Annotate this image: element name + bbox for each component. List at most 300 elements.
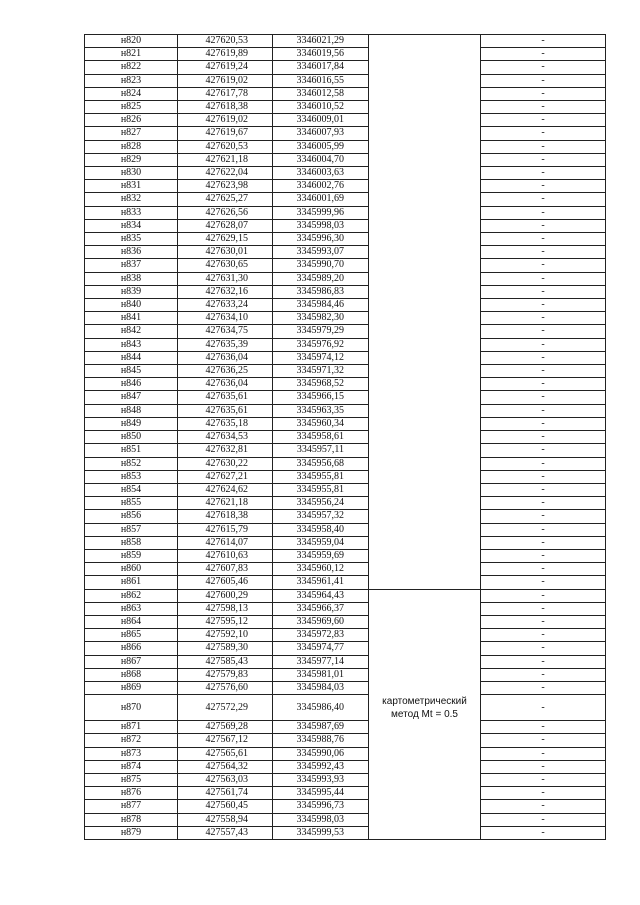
x-coordinate-cell: 427621,18 — [178, 153, 273, 166]
table-row — [85, 734, 606, 747]
x-coordinate-cell: 427619,24 — [178, 61, 273, 74]
point-id-cell: н851 — [85, 444, 178, 457]
description-cell: - — [481, 48, 606, 61]
x-coordinate-cell: 427557,43 — [178, 826, 273, 839]
description-cell: - — [481, 615, 606, 628]
table-row — [85, 681, 606, 694]
y-coordinate-cell: 3345958,40 — [273, 523, 369, 536]
point-id-cell: н879 — [85, 826, 178, 839]
description-cell: - — [481, 351, 606, 364]
y-coordinate-cell: 3345986,83 — [273, 285, 369, 298]
y-coordinate-cell: 3346009,01 — [273, 114, 369, 127]
table-row — [85, 602, 606, 615]
description-cell: - — [481, 87, 606, 100]
point-id-cell: н876 — [85, 787, 178, 800]
description-cell: - — [481, 576, 606, 589]
method-column-cell — [369, 523, 481, 536]
method-note: картометрический метод Mt = 0.5 — [382, 695, 467, 720]
description-cell: - — [481, 312, 606, 325]
method-column-cell — [369, 285, 481, 298]
point-id-cell: н847 — [85, 391, 178, 404]
method-column-cell — [369, 114, 481, 127]
point-id-cell: н844 — [85, 351, 178, 364]
table-row — [85, 299, 606, 312]
method-column-cell — [369, 589, 481, 602]
coordinate-sheet — [84, 34, 605, 840]
point-id-cell: н868 — [85, 668, 178, 681]
description-cell: - — [481, 760, 606, 773]
point-id-cell: н874 — [85, 760, 178, 773]
point-id-cell: н854 — [85, 483, 178, 496]
x-coordinate-cell: 427629,15 — [178, 233, 273, 246]
table-row — [85, 826, 606, 839]
method-column-cell — [369, 615, 481, 628]
point-id-cell: н842 — [85, 325, 178, 338]
description-cell: - — [481, 246, 606, 259]
method-column-cell — [369, 259, 481, 272]
y-coordinate-cell: 3345995,44 — [273, 787, 369, 800]
table-row — [85, 510, 606, 523]
method-note-cell — [369, 695, 481, 721]
y-coordinate-cell: 3345990,06 — [273, 747, 369, 760]
y-coordinate-cell: 3346002,76 — [273, 180, 369, 193]
point-id-cell: н831 — [85, 180, 178, 193]
point-id-cell: н824 — [85, 87, 178, 100]
table-row — [85, 365, 606, 378]
table-row — [85, 140, 606, 153]
y-coordinate-cell: 3345956,68 — [273, 457, 369, 470]
table-row — [85, 747, 606, 760]
method-column-cell — [369, 338, 481, 351]
table-row — [85, 695, 606, 721]
point-id-cell: н871 — [85, 721, 178, 734]
method-column-cell — [369, 193, 481, 206]
x-coordinate-cell: 427567,12 — [178, 734, 273, 747]
x-coordinate-cell: 427619,02 — [178, 74, 273, 87]
table-row — [85, 721, 606, 734]
description-cell: - — [481, 35, 606, 48]
point-id-cell: н821 — [85, 48, 178, 61]
y-coordinate-cell: 3345955,81 — [273, 470, 369, 483]
table-row — [85, 629, 606, 642]
y-coordinate-cell: 3346012,58 — [273, 87, 369, 100]
description-cell: - — [481, 417, 606, 430]
x-coordinate-cell: 427622,04 — [178, 167, 273, 180]
y-coordinate-cell: 3345963,35 — [273, 404, 369, 417]
y-coordinate-cell: 3346004,70 — [273, 153, 369, 166]
point-id-cell: н857 — [85, 523, 178, 536]
x-coordinate-cell: 427576,60 — [178, 681, 273, 694]
point-id-cell: н866 — [85, 642, 178, 655]
x-coordinate-cell: 427636,25 — [178, 365, 273, 378]
x-coordinate-cell: 427635,39 — [178, 338, 273, 351]
x-coordinate-cell: 427634,75 — [178, 325, 273, 338]
method-column-cell — [369, 233, 481, 246]
y-coordinate-cell: 3345998,03 — [273, 813, 369, 826]
method-column-cell — [369, 101, 481, 114]
y-coordinate-cell: 3345999,96 — [273, 206, 369, 219]
description-cell: - — [481, 233, 606, 246]
x-coordinate-cell: 427625,27 — [178, 193, 273, 206]
method-column-cell — [369, 167, 481, 180]
method-column-cell — [369, 655, 481, 668]
table-row — [85, 351, 606, 364]
x-coordinate-cell: 427589,30 — [178, 642, 273, 655]
y-coordinate-cell: 3345969,60 — [273, 615, 369, 628]
x-coordinate-cell: 427619,02 — [178, 114, 273, 127]
point-id-cell: н838 — [85, 272, 178, 285]
table-row — [85, 48, 606, 61]
description-cell: - — [481, 338, 606, 351]
x-coordinate-cell: 427598,13 — [178, 602, 273, 615]
method-column-cell — [369, 681, 481, 694]
method-column-cell — [369, 444, 481, 457]
x-coordinate-cell: 427563,03 — [178, 773, 273, 786]
description-cell: - — [481, 642, 606, 655]
y-coordinate-cell: 3345959,04 — [273, 536, 369, 549]
point-id-cell: н875 — [85, 773, 178, 786]
x-coordinate-cell: 427592,10 — [178, 629, 273, 642]
point-id-cell: н864 — [85, 615, 178, 628]
method-column-cell — [369, 747, 481, 760]
description-cell: - — [481, 629, 606, 642]
y-coordinate-cell: 3345987,69 — [273, 721, 369, 734]
y-coordinate-cell: 3345984,03 — [273, 681, 369, 694]
method-column-cell — [369, 246, 481, 259]
method-column-cell — [369, 48, 481, 61]
point-id-cell: н858 — [85, 536, 178, 549]
y-coordinate-cell: 3345976,92 — [273, 338, 369, 351]
method-column-cell — [369, 813, 481, 826]
description-cell: - — [481, 404, 606, 417]
point-id-cell: н846 — [85, 378, 178, 391]
table-row — [85, 338, 606, 351]
point-id-cell: н830 — [85, 167, 178, 180]
x-coordinate-cell: 427632,81 — [178, 444, 273, 457]
table-row — [85, 655, 606, 668]
description-cell: - — [481, 127, 606, 140]
description-cell: - — [481, 285, 606, 298]
table-row — [85, 325, 606, 338]
x-coordinate-cell: 427626,56 — [178, 206, 273, 219]
point-id-cell: н836 — [85, 246, 178, 259]
x-coordinate-cell: 427607,83 — [178, 563, 273, 576]
table-row — [85, 483, 606, 496]
y-coordinate-cell: 3345993,07 — [273, 246, 369, 259]
x-coordinate-cell: 427614,07 — [178, 536, 273, 549]
point-id-cell: н823 — [85, 74, 178, 87]
x-coordinate-cell: 427610,63 — [178, 549, 273, 562]
table-row — [85, 760, 606, 773]
description-cell: - — [481, 589, 606, 602]
description-cell: - — [481, 602, 606, 615]
point-id-cell: н852 — [85, 457, 178, 470]
method-column-cell — [369, 431, 481, 444]
method-column-cell — [369, 760, 481, 773]
x-coordinate-cell: 427630,01 — [178, 246, 273, 259]
point-id-cell: н848 — [85, 404, 178, 417]
x-coordinate-cell: 427619,67 — [178, 127, 273, 140]
table-row — [85, 787, 606, 800]
y-coordinate-cell: 3345990,70 — [273, 259, 369, 272]
point-id-cell: н856 — [85, 510, 178, 523]
point-id-cell: н837 — [85, 259, 178, 272]
method-column-cell — [369, 721, 481, 734]
method-column-cell — [369, 325, 481, 338]
x-coordinate-cell: 427627,21 — [178, 470, 273, 483]
description-cell: - — [481, 378, 606, 391]
description-cell: - — [481, 695, 606, 721]
point-id-cell: н827 — [85, 127, 178, 140]
x-coordinate-cell: 427636,04 — [178, 378, 273, 391]
description-cell: - — [481, 140, 606, 153]
point-id-cell: н825 — [85, 101, 178, 114]
method-column-cell — [369, 404, 481, 417]
y-coordinate-cell: 3345957,11 — [273, 444, 369, 457]
table-row — [85, 219, 606, 232]
y-coordinate-cell: 3345989,20 — [273, 272, 369, 285]
point-id-cell: н840 — [85, 299, 178, 312]
method-column-cell — [369, 378, 481, 391]
table-row — [85, 417, 606, 430]
point-id-cell: н853 — [85, 470, 178, 483]
method-column-cell — [369, 206, 481, 219]
method-column-cell — [369, 800, 481, 813]
y-coordinate-cell: 3345974,77 — [273, 642, 369, 655]
table-row — [85, 813, 606, 826]
x-coordinate-cell: 427564,32 — [178, 760, 273, 773]
method-column-cell — [369, 563, 481, 576]
method-column-cell — [369, 87, 481, 100]
point-id-cell: н843 — [85, 338, 178, 351]
description-cell: - — [481, 721, 606, 734]
point-id-cell: н872 — [85, 734, 178, 747]
point-id-cell: н829 — [85, 153, 178, 166]
point-id-cell: н863 — [85, 602, 178, 615]
y-coordinate-cell: 3345966,15 — [273, 391, 369, 404]
x-coordinate-cell: 427595,12 — [178, 615, 273, 628]
method-column-cell — [369, 734, 481, 747]
method-column-cell — [369, 549, 481, 562]
point-id-cell: н820 — [85, 35, 178, 48]
table-row — [85, 246, 606, 259]
point-id-cell: н878 — [85, 813, 178, 826]
x-coordinate-cell: 427572,29 — [178, 695, 273, 721]
y-coordinate-cell: 3345998,03 — [273, 219, 369, 232]
x-coordinate-cell: 427605,46 — [178, 576, 273, 589]
table-row — [85, 114, 606, 127]
point-id-cell: н828 — [85, 140, 178, 153]
x-coordinate-cell: 427565,61 — [178, 747, 273, 760]
method-column-cell — [369, 365, 481, 378]
method-column-cell — [369, 180, 481, 193]
x-coordinate-cell: 427579,83 — [178, 668, 273, 681]
y-coordinate-cell: 3345972,83 — [273, 629, 369, 642]
y-coordinate-cell: 3345984,46 — [273, 299, 369, 312]
point-id-cell: н869 — [85, 681, 178, 694]
table-row — [85, 127, 606, 140]
x-coordinate-cell: 427631,30 — [178, 272, 273, 285]
point-id-cell: н870 — [85, 695, 178, 721]
y-coordinate-cell: 3345996,30 — [273, 233, 369, 246]
description-cell: - — [481, 206, 606, 219]
x-coordinate-cell: 427561,74 — [178, 787, 273, 800]
point-id-cell: н835 — [85, 233, 178, 246]
description-cell: - — [481, 470, 606, 483]
y-coordinate-cell: 3345960,12 — [273, 563, 369, 576]
description-cell: - — [481, 101, 606, 114]
table-row — [85, 563, 606, 576]
coordinates-table — [84, 34, 606, 840]
table-row — [85, 61, 606, 74]
method-column-cell — [369, 536, 481, 549]
x-coordinate-cell: 427632,16 — [178, 285, 273, 298]
y-coordinate-cell: 3345956,24 — [273, 497, 369, 510]
method-column-cell — [369, 312, 481, 325]
table-row — [85, 101, 606, 114]
y-coordinate-cell: 3346007,93 — [273, 127, 369, 140]
description-cell: - — [481, 563, 606, 576]
table-row — [85, 206, 606, 219]
point-id-cell: н833 — [85, 206, 178, 219]
method-column-cell — [369, 642, 481, 655]
method-column-cell — [369, 272, 481, 285]
table-row — [85, 615, 606, 628]
x-coordinate-cell: 427619,89 — [178, 48, 273, 61]
method-column-cell — [369, 576, 481, 589]
table-row — [85, 497, 606, 510]
description-cell: - — [481, 325, 606, 338]
description-cell: - — [481, 787, 606, 800]
method-column-cell — [369, 483, 481, 496]
y-coordinate-cell: 3345961,41 — [273, 576, 369, 589]
description-cell: - — [481, 549, 606, 562]
description-cell: - — [481, 747, 606, 760]
table-row — [85, 193, 606, 206]
table-row — [85, 549, 606, 562]
table-row — [85, 233, 606, 246]
y-coordinate-cell: 3345993,93 — [273, 773, 369, 786]
x-coordinate-cell: 427618,38 — [178, 510, 273, 523]
y-coordinate-cell: 3346003,63 — [273, 167, 369, 180]
point-id-cell: н855 — [85, 497, 178, 510]
table-row — [85, 431, 606, 444]
x-coordinate-cell: 427620,53 — [178, 35, 273, 48]
point-id-cell: н841 — [85, 312, 178, 325]
method-column-cell — [369, 35, 481, 48]
x-coordinate-cell: 427630,22 — [178, 457, 273, 470]
x-coordinate-cell: 427636,04 — [178, 351, 273, 364]
point-id-cell: н877 — [85, 800, 178, 813]
method-column-cell — [369, 773, 481, 786]
y-coordinate-cell: 3346010,52 — [273, 101, 369, 114]
table-row — [85, 87, 606, 100]
x-coordinate-cell: 427634,53 — [178, 431, 273, 444]
method-column-cell — [369, 391, 481, 404]
x-coordinate-cell: 427620,53 — [178, 140, 273, 153]
description-cell: - — [481, 826, 606, 839]
x-coordinate-cell: 427618,38 — [178, 101, 273, 114]
x-coordinate-cell: 427623,98 — [178, 180, 273, 193]
y-coordinate-cell: 3346017,84 — [273, 61, 369, 74]
table-row — [85, 378, 606, 391]
y-coordinate-cell: 3345955,81 — [273, 483, 369, 496]
y-coordinate-cell: 3346005,99 — [273, 140, 369, 153]
table-row — [85, 285, 606, 298]
x-coordinate-cell: 427634,10 — [178, 312, 273, 325]
table-row — [85, 167, 606, 180]
description-cell: - — [481, 299, 606, 312]
point-id-cell: н822 — [85, 61, 178, 74]
y-coordinate-cell: 3345992,43 — [273, 760, 369, 773]
description-cell: - — [481, 365, 606, 378]
table-row — [85, 404, 606, 417]
table-row — [85, 642, 606, 655]
table-row — [85, 668, 606, 681]
description-cell: - — [481, 180, 606, 193]
point-id-cell: н849 — [85, 417, 178, 430]
y-coordinate-cell: 3345979,29 — [273, 325, 369, 338]
method-column-cell — [369, 351, 481, 364]
x-coordinate-cell: 427624,62 — [178, 483, 273, 496]
description-cell: - — [481, 272, 606, 285]
y-coordinate-cell: 3345966,37 — [273, 602, 369, 615]
description-cell: - — [481, 655, 606, 668]
description-cell: - — [481, 114, 606, 127]
method-column-cell — [369, 417, 481, 430]
table-row — [85, 457, 606, 470]
table-row — [85, 259, 606, 272]
description-cell: - — [481, 510, 606, 523]
y-coordinate-cell: 3345981,01 — [273, 668, 369, 681]
y-coordinate-cell: 3345999,53 — [273, 826, 369, 839]
y-coordinate-cell: 3345971,32 — [273, 365, 369, 378]
y-coordinate-cell: 3345964,43 — [273, 589, 369, 602]
x-coordinate-cell: 427600,29 — [178, 589, 273, 602]
point-id-cell: н832 — [85, 193, 178, 206]
point-id-cell: н834 — [85, 219, 178, 232]
description-cell: - — [481, 813, 606, 826]
table-row — [85, 576, 606, 589]
x-coordinate-cell: 427558,94 — [178, 813, 273, 826]
method-column-cell — [369, 127, 481, 140]
method-column-cell — [369, 629, 481, 642]
y-coordinate-cell: 3345986,40 — [273, 695, 369, 721]
table-row — [85, 470, 606, 483]
y-coordinate-cell: 3345968,52 — [273, 378, 369, 391]
description-cell: - — [481, 734, 606, 747]
table-row — [85, 800, 606, 813]
description-cell: - — [481, 800, 606, 813]
y-coordinate-cell: 3345959,69 — [273, 549, 369, 562]
table-row — [85, 312, 606, 325]
table-row — [85, 444, 606, 457]
y-coordinate-cell: 3345977,14 — [273, 655, 369, 668]
table-row — [85, 35, 606, 48]
description-cell: - — [481, 483, 606, 496]
description-cell: - — [481, 167, 606, 180]
x-coordinate-cell: 427615,79 — [178, 523, 273, 536]
method-column-cell — [369, 61, 481, 74]
method-column-cell — [369, 602, 481, 615]
method-column-cell — [369, 219, 481, 232]
method-column-cell — [369, 497, 481, 510]
table-row — [85, 589, 606, 602]
point-id-cell: н850 — [85, 431, 178, 444]
table-row — [85, 272, 606, 285]
method-column-cell — [369, 299, 481, 312]
point-id-cell: н861 — [85, 576, 178, 589]
